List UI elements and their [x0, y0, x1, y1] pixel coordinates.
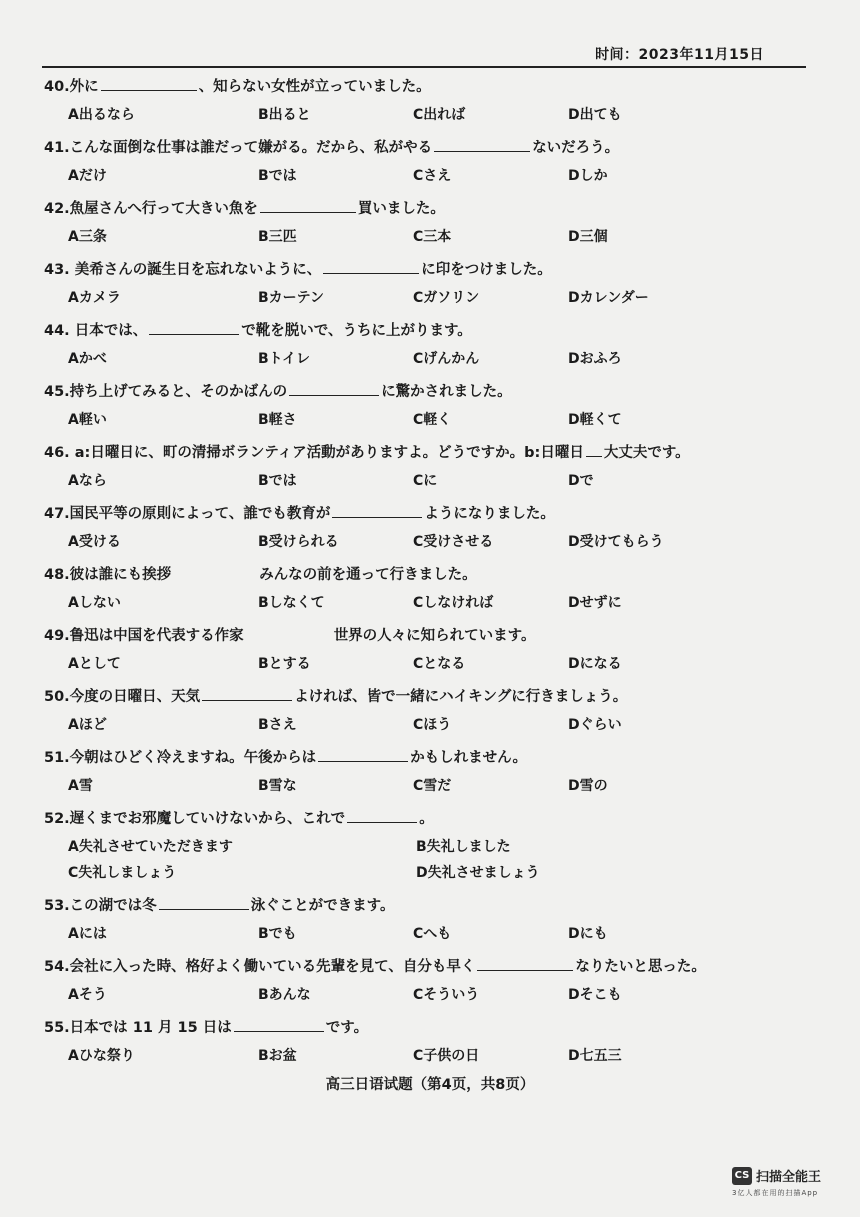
question-stem [44, 563, 477, 584]
answer-option: A三条 [68, 229, 107, 245]
answer-option: Aひな祭り [68, 1048, 135, 1064]
answer-option: Bトイレ [258, 351, 310, 367]
question-stem [44, 807, 434, 828]
question-text: 泳ぐことができます。 [250, 898, 395, 914]
answer-option: D失礼させましょう [416, 865, 540, 881]
question-item [44, 374, 804, 435]
answer-option: Aには [68, 926, 107, 942]
question-text: 47.国民平等の原則によって、誰でも教育が [44, 506, 331, 522]
answer-option: Dになる [568, 656, 622, 672]
camscanner-logo-icon: CS [732, 1167, 752, 1185]
answer-option: Dそこも [568, 987, 622, 1003]
answer-option: B失礼しました [416, 839, 511, 855]
answer-blank [477, 956, 573, 971]
page-footer: 高三日语试题（第4页，共8页） [325, 1077, 535, 1093]
answer-blank [434, 137, 530, 152]
question-text: 44. 日本では、 [44, 323, 148, 339]
answer-option: D受けてもらう [568, 534, 664, 550]
question-stem [44, 1016, 368, 1037]
exam-date: 时间：2023年11月15日 [595, 47, 764, 63]
question-text: 55.日本では 11 月 15 日は [44, 1020, 232, 1036]
scanner-watermark [732, 1166, 842, 1198]
question-text: 大丈夫です。 [603, 445, 690, 461]
question-list [44, 69, 804, 1071]
question-item [44, 435, 804, 496]
question-text: に驚かされました。 [381, 384, 512, 400]
question-text: ようになりました。 [424, 506, 555, 522]
question-stem [44, 319, 472, 340]
answer-blank [289, 381, 379, 396]
answer-blank [347, 808, 417, 823]
answer-option: Cげんかん [413, 351, 480, 367]
answer-blank [318, 747, 408, 762]
answer-option: D三個 [568, 229, 608, 245]
answer-option: D軽くて [568, 412, 622, 428]
answer-blank [323, 259, 419, 274]
answer-option: D七五三 [568, 1048, 622, 1064]
answer-option: Bでは [258, 473, 297, 489]
question-item [44, 191, 804, 252]
question-text: 48.彼は誰にも挨拶 [44, 567, 172, 583]
question-item [44, 1010, 804, 1071]
question-text: 43. 美希さんの誕生日を忘れないように、 [44, 262, 322, 278]
answer-option: C子供の日 [413, 1048, 480, 1064]
question-item [44, 130, 804, 191]
question-item [44, 557, 804, 618]
answer-option: Cに [413, 473, 438, 489]
question-item [44, 69, 804, 130]
question-item [44, 888, 804, 949]
question-stem [44, 894, 395, 915]
answer-blank [202, 686, 292, 701]
question-text: 40.外に [44, 79, 99, 95]
answer-option: Aほど [68, 717, 107, 733]
answer-blank [586, 442, 602, 457]
question-text: 50.今度の日曜日、天気 [44, 689, 201, 705]
question-item [44, 801, 804, 888]
question-item [44, 252, 804, 313]
watermark-name: 扫描全能王 [756, 1170, 822, 1185]
question-item [44, 949, 804, 1010]
question-text: 46. a:日曜日に、町の清掃ボランティア活動がありますよ。どうですか。b:日曜日 [44, 445, 584, 461]
answer-option: D雪の [568, 778, 608, 794]
question-text: 、知らない女性が立っていました。 [198, 79, 431, 95]
question-stem [44, 258, 552, 279]
question-stem [44, 197, 445, 218]
answer-option: B出ると [258, 107, 311, 123]
question-text: ないだろう。 [532, 140, 620, 156]
question-text: 52.遅くまでお邪魔していけないから、これで [44, 811, 346, 827]
question-stem [44, 746, 527, 767]
answer-option: Cへも [413, 926, 452, 942]
answer-option: Aなら [68, 473, 107, 489]
answer-option: A失礼させていただきます [68, 839, 233, 855]
answer-option: Dせずに [568, 595, 622, 611]
answer-option: Dにも [568, 926, 608, 942]
answer-option: Bお盆 [258, 1048, 297, 1064]
question-text: なりたいと思った。 [575, 959, 706, 975]
question-text: 世界の人々に知られています。 [333, 628, 536, 644]
answer-option: Aしない [68, 595, 121, 611]
watermark-slogan: 3亿人都在用的扫描App [732, 1189, 819, 1197]
question-text: 45.持ち上げてみると、そのかばんの [44, 384, 288, 400]
answer-option: Dで [568, 473, 594, 489]
answer-blank [234, 1017, 324, 1032]
answer-option: Aだけ [68, 168, 107, 184]
answer-option: Dしか [568, 168, 608, 184]
question-stem [44, 685, 627, 706]
answer-option: Cほう [413, 717, 452, 733]
question-text: に印をつけました。 [421, 262, 552, 278]
answer-option: A出るなら [68, 107, 135, 123]
answer-option: B三匹 [258, 229, 297, 245]
question-text: です。 [325, 1020, 369, 1036]
answer-option: Cそういう [413, 987, 480, 1003]
question-item [44, 740, 804, 801]
answer-option: C軽く [413, 412, 452, 428]
question-stem [44, 136, 619, 157]
answer-option: B受けられる [258, 534, 339, 550]
question-text: 42.魚屋さんへ行って大きい魚を [44, 201, 258, 217]
question-text: よければ、皆で一緒にハイキングに行きましょう。 [294, 689, 628, 705]
answer-option: Dぐらい [568, 717, 622, 733]
answer-option: C雪だ [413, 778, 452, 794]
answer-option: Dカレンダー [568, 290, 649, 306]
question-text: 41.こんな面倒な仕事は誰だって嫌がる。だから、私がやる [44, 140, 433, 156]
question-text: 買いました。 [357, 201, 445, 217]
answer-option: Bしなくて [258, 595, 325, 611]
answer-option: C失礼しましょう [68, 865, 177, 881]
answer-option: Cさえ [413, 168, 452, 184]
question-text: 。 [419, 811, 434, 827]
answer-blank [260, 198, 356, 213]
answer-option: Cガソリン [413, 290, 480, 306]
answer-option: D出ても [568, 107, 622, 123]
question-text: かもしれません。 [410, 750, 528, 766]
question-text: で靴を脱いで、うちに上がります。 [241, 323, 472, 339]
answer-option: B雪な [258, 778, 297, 794]
answer-blank [159, 895, 249, 910]
question-item [44, 496, 804, 557]
answer-option: Bカーテン [258, 290, 324, 306]
question-stem [44, 955, 706, 976]
question-stem [44, 502, 555, 523]
question-text: みんなの前を通って行きました。 [259, 567, 477, 583]
answer-option: C出れば [413, 107, 466, 123]
answer-blank [149, 320, 239, 335]
answer-option: B軽さ [258, 412, 297, 428]
answer-option: Aかべ [68, 351, 107, 367]
question-stem [44, 441, 690, 462]
header-rule [42, 66, 806, 68]
answer-option: Bあんな [258, 987, 311, 1003]
question-stem [44, 380, 512, 401]
question-stem [44, 624, 536, 645]
answer-option: Bでは [258, 168, 297, 184]
question-stem [44, 75, 431, 96]
question-text: 53.この湖では冬 [44, 898, 157, 914]
answer-option: Bでも [258, 926, 297, 942]
answer-blank [101, 76, 197, 91]
answer-option: A受ける [68, 534, 121, 550]
question-text: 51.今朝はひどく冷えますね。午後からは [44, 750, 317, 766]
question-text: 54.会社に入った時、格好よく働いている先輩を見て、自分も早く [44, 959, 476, 975]
answer-option: Aカメラ [68, 290, 121, 306]
answer-option: C受けさせる [413, 534, 494, 550]
answer-option: Bとする [258, 656, 311, 672]
answer-option: A雪 [68, 778, 93, 794]
answer-option: Cしなければ [413, 595, 494, 611]
answer-option: Cとなる [413, 656, 466, 672]
answer-option: A軽い [68, 412, 107, 428]
question-item [44, 679, 804, 740]
answer-blank [332, 503, 422, 518]
answer-option: Aとして [68, 656, 121, 672]
question-item [44, 313, 804, 374]
answer-option: Dおふろ [568, 351, 622, 367]
question-item [44, 618, 804, 679]
answer-option: Aそう [68, 987, 107, 1003]
answer-option: C三本 [413, 229, 452, 245]
answer-option: Bさえ [258, 717, 297, 733]
question-text: 49.鲁迅は中国を代表する作家 [44, 628, 244, 644]
